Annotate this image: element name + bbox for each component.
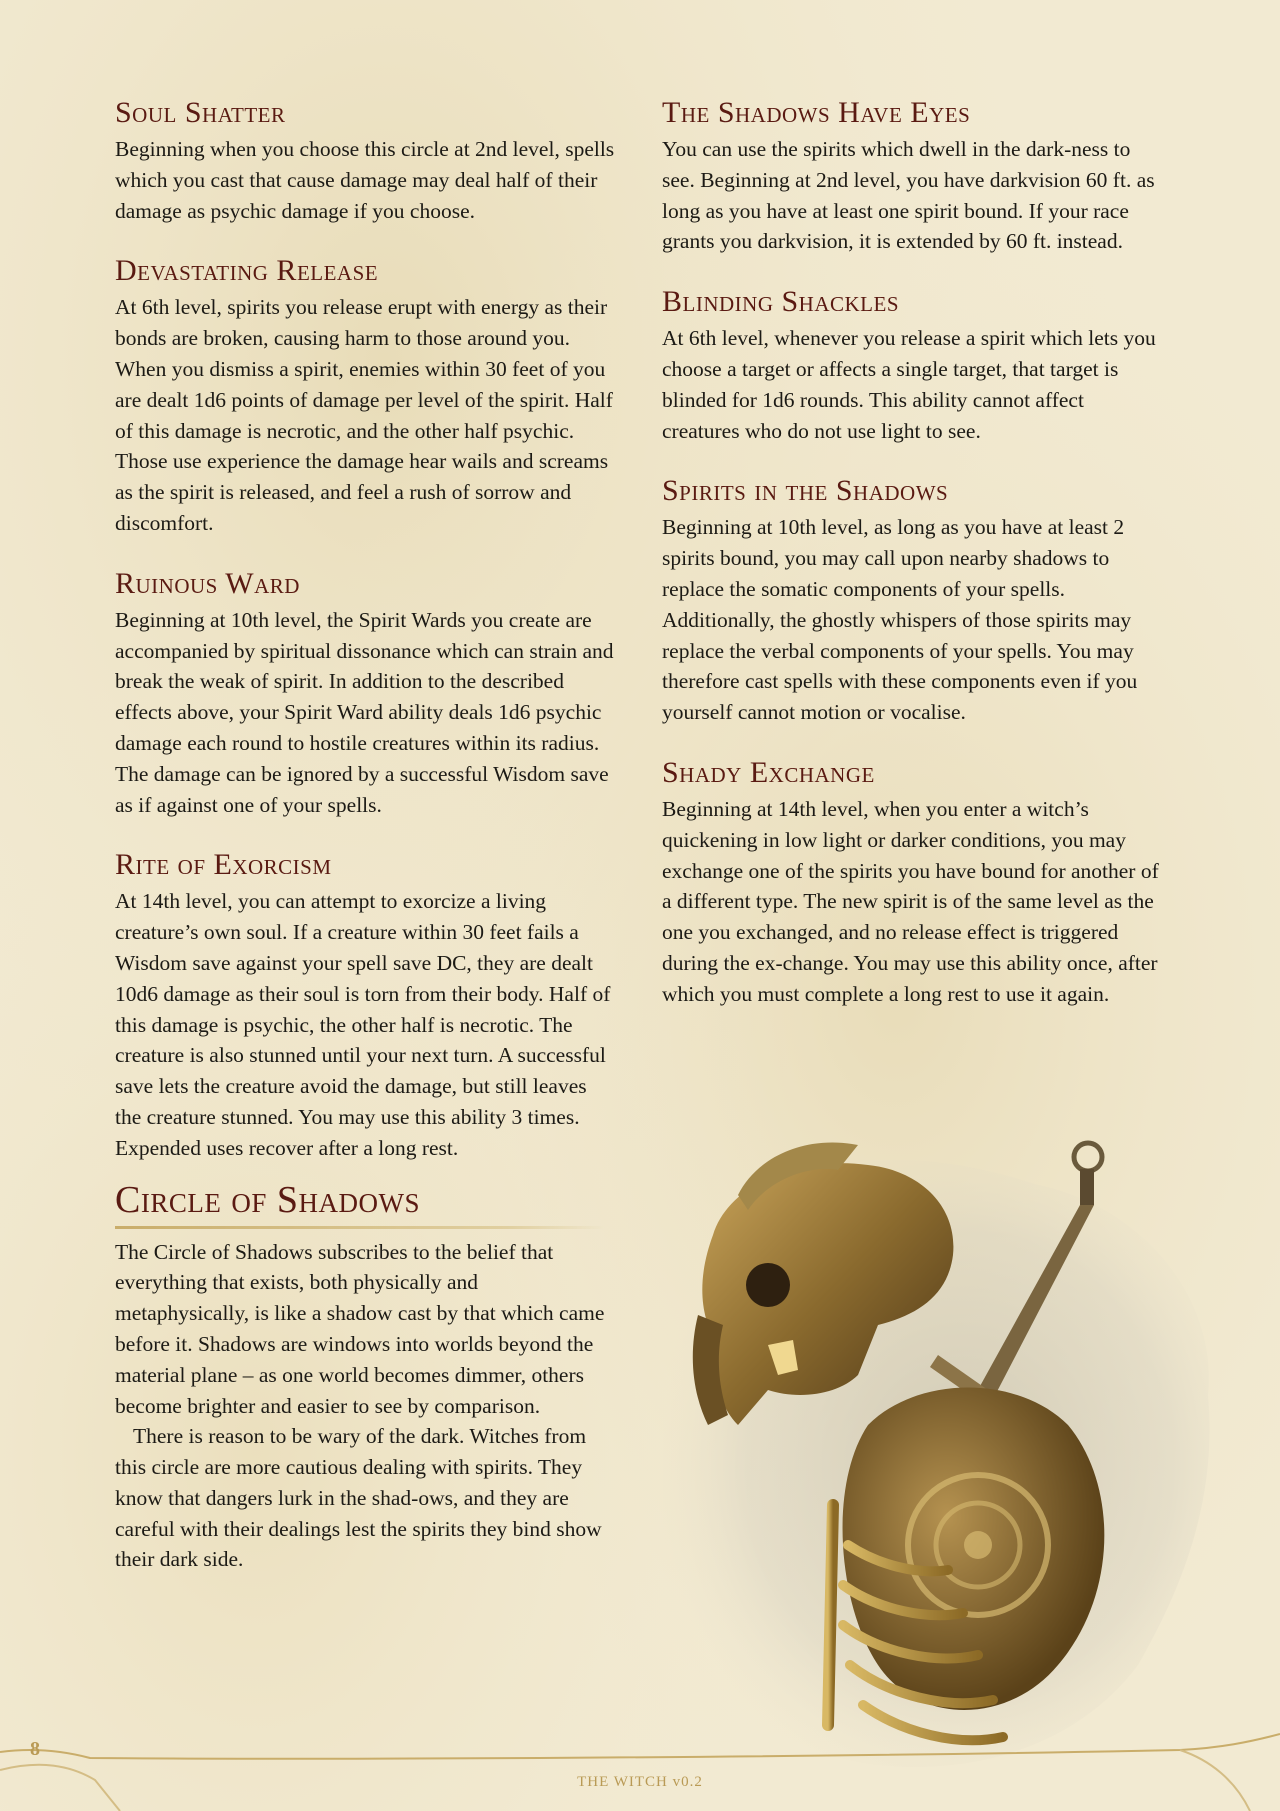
heading-circle-of-shadows: Circle of Shadows bbox=[115, 1178, 420, 1221]
heading-spirits-in-the-shadows: Spirits in the Shadows bbox=[662, 474, 949, 508]
skeleton-warrior-illustration bbox=[618, 1125, 1238, 1785]
section-rite-of-exorcism bbox=[115, 844, 615, 1163]
text-shady-exchange: Beginning at 14th level, when you enter a witch’s quickening in low light or darker conditions, you may exchange one of the spirits you have bound for another of a different type. The new spirit is of the same level as the one you exchanged, and no release effect is triggered during the ex-change. You may use this ability once, after which you must complete a long rest to use it again. bbox=[662, 796, 1159, 1006]
section-soul-shatter bbox=[115, 92, 615, 226]
heading-devastating-release: Devastating Release bbox=[115, 254, 379, 288]
text-rite-of-exorcism: At 14th level, you can attempt to exorcize a living creature’s own soul. If a creature within 30 feet fails a Wisdom save against your spell save DC, they are dealt 10d6 damage as their soul is torn from their body. Half of this damage is psychic, the other half is necrotic. The creature is also stunned until your next turn. A successful save lets the creature avoid the damage, but still leaves the creature stunned. You may use this ability 3 times. Expended uses recover after a long rest. bbox=[115, 889, 611, 1160]
heading-rite-of-exorcism: Rite of Exorcism bbox=[115, 848, 332, 882]
text-circle-of-shadows-2: There is reason to be wary of the dark. Witches from this circle are more cautious dealing with spirits. They know that dangers lurk in the shad-ows, and they are careful with their dealings lest the spirits they bind show their dark side. bbox=[115, 1424, 602, 1572]
footer-decoration bbox=[0, 1730, 1280, 1811]
heading-ruinous-ward: Ruinous Ward bbox=[115, 566, 300, 600]
section-spirits-in-the-shadows bbox=[662, 470, 1162, 728]
section-shadows-have-eyes bbox=[662, 92, 1162, 257]
text-ruinous-ward: Beginning at 10th level, the Spirit Wards you create are accompanied by spiritual dissonance which can strain and break the weak of spirit. In addition to the described effects above, your Spirit Ward ability deals 1d6 psychic damage each round to hostile creatures within its radius. The damage can be ignored by a successful Wisdom save as if against one of your spells. bbox=[115, 607, 614, 817]
page-number: 8 bbox=[30, 1738, 40, 1760]
heading-blinding-shackles: Blinding Shackles bbox=[662, 285, 900, 319]
page-footer: THE WITCH v0.2 bbox=[577, 1774, 703, 1790]
text-devastating-release: At 6th level, spirits you release erupt with energy as their bonds are broken, causing harm to those around you. When you dismiss a spirit, enemies within 30 feet of you are dealt 1d6 points of damage per level of the spirit. Half of this damage is necrotic, and the other half psychic. Those use experience the damage hear wails and screams as the spirit is released, and feel a rush of sorrow and discomfort. bbox=[115, 295, 613, 535]
right-column bbox=[662, 92, 1162, 1034]
section-ruinous-ward bbox=[115, 563, 615, 821]
text-soul-shatter: Beginning when you choose this circle at 2nd level, spells which you cast that cause damage may deal half of their damage as psychic damage if you choose. bbox=[115, 137, 615, 223]
section-blinding-shackles bbox=[662, 281, 1162, 446]
section-shady-exchange bbox=[662, 752, 1162, 1010]
heading-shady-exchange: Shady Exchange bbox=[662, 755, 875, 789]
heading-shadows-have-eyes: The Shadows Have Eyes bbox=[662, 96, 971, 129]
section-devastating-release bbox=[115, 250, 615, 538]
text-blinding-shackles: At 6th level, whenever you release a spirit which lets you choose a target or affects a single target, that target is blinded for 1d6 rounds. This ability cannot affect creatures who do not use light to see. bbox=[662, 326, 1156, 443]
text-spirits-in-the-shadows: Beginning at 10th level, as long as you have at least 2 spirits bound, you may call upon nearby shadows to replace the somatic components of your spells. Additionally, the ghostly whispers of those spirits may replace the verbal components of your spells. You may therefore cast spells with these components even if you yourself cannot motion or vocalise. bbox=[662, 515, 1138, 725]
left-column bbox=[115, 92, 615, 1599]
text-circle-of-shadows-1: The Circle of Shadows subscribes to the belief that everything that exists, both physically and metaphysically, is like a shadow cast by that which came before it. Shadows are windows into worlds beyond the material plane – as one world becomes dimmer, others become brighter and easier to see by comparison. bbox=[115, 1239, 605, 1418]
section-circle-of-shadows bbox=[115, 1176, 615, 1576]
heading-underline bbox=[115, 1226, 605, 1229]
text-shadows-have-eyes: You can use the spirits which dwell in the dark-ness to see. Beginning at 2nd level, you have darkvision 60 ft. as long as you have at least one spirit bound. If your race grants you darkvision, it is extended by 60 ft. instead. bbox=[662, 137, 1155, 254]
heading-soul-shatter: Soul Shatter bbox=[115, 96, 286, 129]
